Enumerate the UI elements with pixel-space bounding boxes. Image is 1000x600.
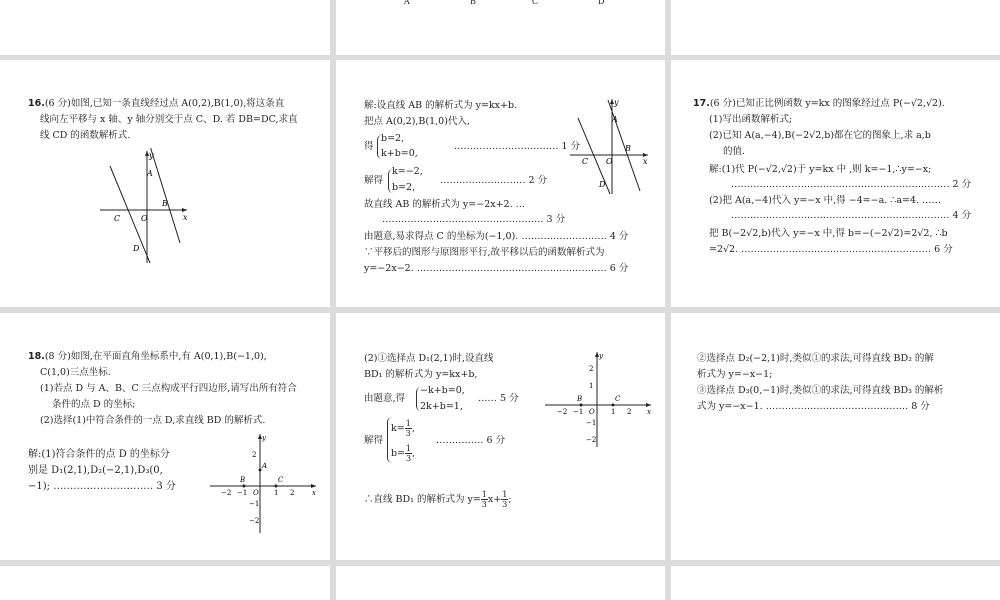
graph18b-tick-xm1: −1 [573,408,584,416]
graph18-tick-y2: 2 [252,451,257,459]
graph16b-label-b: B [625,144,631,153]
problem-18-line5: (2)选择(1)中符合条件的一点 D,求直线 BD 的解析式. [40,415,266,426]
option-label-d: D [598,0,605,6]
problem-16-line1: 16.(6 分)如图,已知一条直线经过点 A(0,2),B(1,0),将这条直 [28,98,285,109]
graph16-label-o: O [141,214,148,223]
sol17-line1: 解:(1)代 P(−√2,√2)于 y=kx 中 ,则 k=−1,∴y=−x; [709,164,932,175]
sol18b-line1: (2)①选择点 D₁(2,1)时,设直线 [364,353,494,364]
sol18b-points1: …… 5 分 [478,393,519,404]
graph18-label-x: x [312,489,316,497]
sol16-system2-eq1: k=−2, [392,166,423,177]
sol17-points2: …………………………………………………………… 4 分 [731,210,972,221]
option-label-b: B [470,0,476,6]
graph16-label-x: x [183,213,188,222]
sol16-line7: 由题意,易求得点 C 的坐标为(−1,0). ……………………… 4 分 [364,231,629,242]
graph18-tick-ym2: −2 [249,517,260,525]
problem-18-line4: 条件的点 D 的坐标; [52,399,136,410]
graph18b-label-x: x [647,408,651,416]
sol16-system1-label: 得 [364,141,374,152]
sol17-line3: 把 B(−2√2,b)代入 y=−x 中,得 b=−(−2√2)=2√2, ∴b [709,228,948,239]
problem-18-line3: (1)若点 D 与 A、B、C 三点构成平行四边形,请写出所有符合 [40,383,297,394]
sol16-line9: y=−2x−2. …………………………………………………… 6 分 [364,263,629,274]
sol16-line2: 把点 A(0,2),B(1,0)代入, [364,116,470,127]
sol18b-system1-label: 由题意,得 [364,393,406,404]
panel-solution-18-part3 [671,313,1000,560]
sol18-line2: 别是 D₁(2,1),D₂(−2,1),D₃(0, [28,465,163,476]
problem-16-graph [95,148,195,268]
panel-solution-18-part2 [336,313,665,560]
problem-18-graph [208,431,323,536]
solution-18-graph [543,349,658,449]
graph18-label-y: y [262,434,266,442]
graph18-tick-xm1: −1 [237,489,248,497]
option-label-c: C [532,0,539,6]
sol16-line5: 故直线 AB 的解析式为 y=−2x+2. … [364,199,526,210]
graph18-tick-x2: 2 [290,489,295,497]
graph18-tick-ym1: −1 [249,500,260,508]
sol18c-line1: ②选择点 D₂(−2,1)时,类似①的求法,可得直线 BD₂ 的解 [697,353,934,364]
graph18-label-c: C [278,476,284,484]
problem-17-line1: 17.(6 分)已知正比例函数 y=kx 的图象经过点 P(−√2,√2). [693,98,945,109]
panel-bottom-left [0,566,330,600]
graph18b-label-o: O [589,408,595,416]
sol16-system2-label: 解得 [364,175,384,186]
sol16-system1-eq1: b=2, [381,133,405,144]
panel-problem-18 [0,313,330,560]
graph16-label-d: D [133,244,140,253]
sol18b-system2-label: 解得 [364,435,384,446]
graph18b-tick-xm2: −2 [557,408,568,416]
problem-16-line2: 线向左平移与 x 轴、y 轴分别交于点 C、D. 若 DB=DC,求直 [40,114,298,125]
sol18-line1: 解:(1)符合条件的点 D 的坐标分 [28,449,170,460]
graph18b-tick-ym2: −2 [586,436,597,444]
solution-16-graph [568,96,658,196]
graph16-label-y: y [149,151,154,160]
sol18-line3: −1); ………………………… 3 分 [28,481,176,492]
problem-16-line3: 线 CD 的函数解析式. [40,130,131,141]
sol16-points2: ……………………… 2 分 [440,175,548,186]
panel-solution-16 [336,60,665,307]
graph18b-tick-ym1: −1 [586,419,597,427]
sol17-line4: =2√2. …………………………………………………… 6 分 [709,244,953,255]
graph16b-label-y: y [614,98,619,107]
graph16-label-a: A [147,169,153,178]
sol18b-points2: …………… 6 分 [436,435,506,446]
problem-18-line1: 18.(8 分)如图,在平面直角坐标系中,有 A(0,1),B(−1,0), [28,351,267,362]
graph18b-tick-y2: 2 [589,365,594,373]
panel-top-left [0,0,330,55]
graph18b-label-c: C [615,395,621,403]
graph18b-tick-y1: 1 [589,382,594,390]
graph18-tick-xm2: −2 [221,489,232,497]
sol18c-line2: 析式为 y=−x−1; [697,369,773,380]
graph16-label-b: B [162,199,168,208]
sol18b-system1-eq2: 2k+b=1, [420,401,463,412]
sol18b-system1-eq1: −k+b=0, [420,385,465,396]
graph18b-label-y: y [599,352,603,360]
panel-problem-17 [671,60,1000,307]
option-label-a: A [404,0,410,6]
panel-bottom-right [671,566,1000,600]
panel-top-middle [336,0,665,55]
sol18c-line3: ③选择点 D₃(0,−1)时,类似①的求法,可得直线 BD₃ 的解析 [697,385,944,396]
graph16-label-c: C [114,214,121,223]
graph16b-label-c: C [582,157,589,166]
graph16b-label-a: A [612,115,618,124]
graph16b-label-o: O [606,157,613,166]
panel-top-right [671,0,1000,55]
sol18b-line2: BD₁ 的解析式为 y=kx+b, [364,369,478,380]
graph16b-label-d: D [599,180,606,189]
graph18-label-b: B [240,476,246,484]
sol18b-b-value: b= $\frac{1}{3}$ , [391,444,416,463]
problem-17-line3: (2)已知 A(a,−4),B(−2√2,b)都在它的图象上,求 a,b [709,130,931,141]
sol16-points1: …………………………… 1 分 [454,141,581,152]
panel-bottom-middle [336,566,665,600]
sol16-system1-eq2: k+b=0, [381,148,418,159]
graph18-label-o: O [253,489,259,497]
problem-17-line4: 的值. [723,146,746,157]
problem-17-line2: (1)写出函数解析式; [709,114,793,125]
sol17-points1: …………………………………………………………… 2 分 [731,179,972,190]
graph16b-label-x: x [643,157,648,166]
graph18-tick-x1: 1 [274,489,279,497]
sol16-line8: ∵平移后的图形与原图形平行,故平移以后的函数解析式为 [364,247,605,258]
graph18b-label-b: B [577,395,583,403]
sol16-system2-eq2: b=2, [392,182,416,193]
problem-18-line2: C(1,0)三点坐标. [40,367,111,378]
sol16-line1: 解:设直线 AB 的解析式为 y=kx+b. [364,100,518,111]
sol18b-k-value: k= $\frac{1}{3}$ , [391,419,415,438]
graph18b-tick-x1: 1 [611,408,616,416]
panel-problem-16 [0,60,330,307]
sol16-line6: …………………………………………… 3 分 [382,214,566,225]
sol18c-line4: 式为 y=−x−1. ……………………………………… 8 分 [697,401,930,412]
sol17-line2: (2)把 A(a,−4)代入 y=−x 中,得 −4=−a. ∴a=4. …… [709,195,942,206]
graph18b-tick-x2: 2 [627,408,632,416]
graph18-label-a: A [262,462,268,470]
sol18b-line5: ∴直线 BD₁ 的解析式为 y= $\frac{1}{3}$ x+ $\frac{1}{3}$ ; [364,490,512,509]
